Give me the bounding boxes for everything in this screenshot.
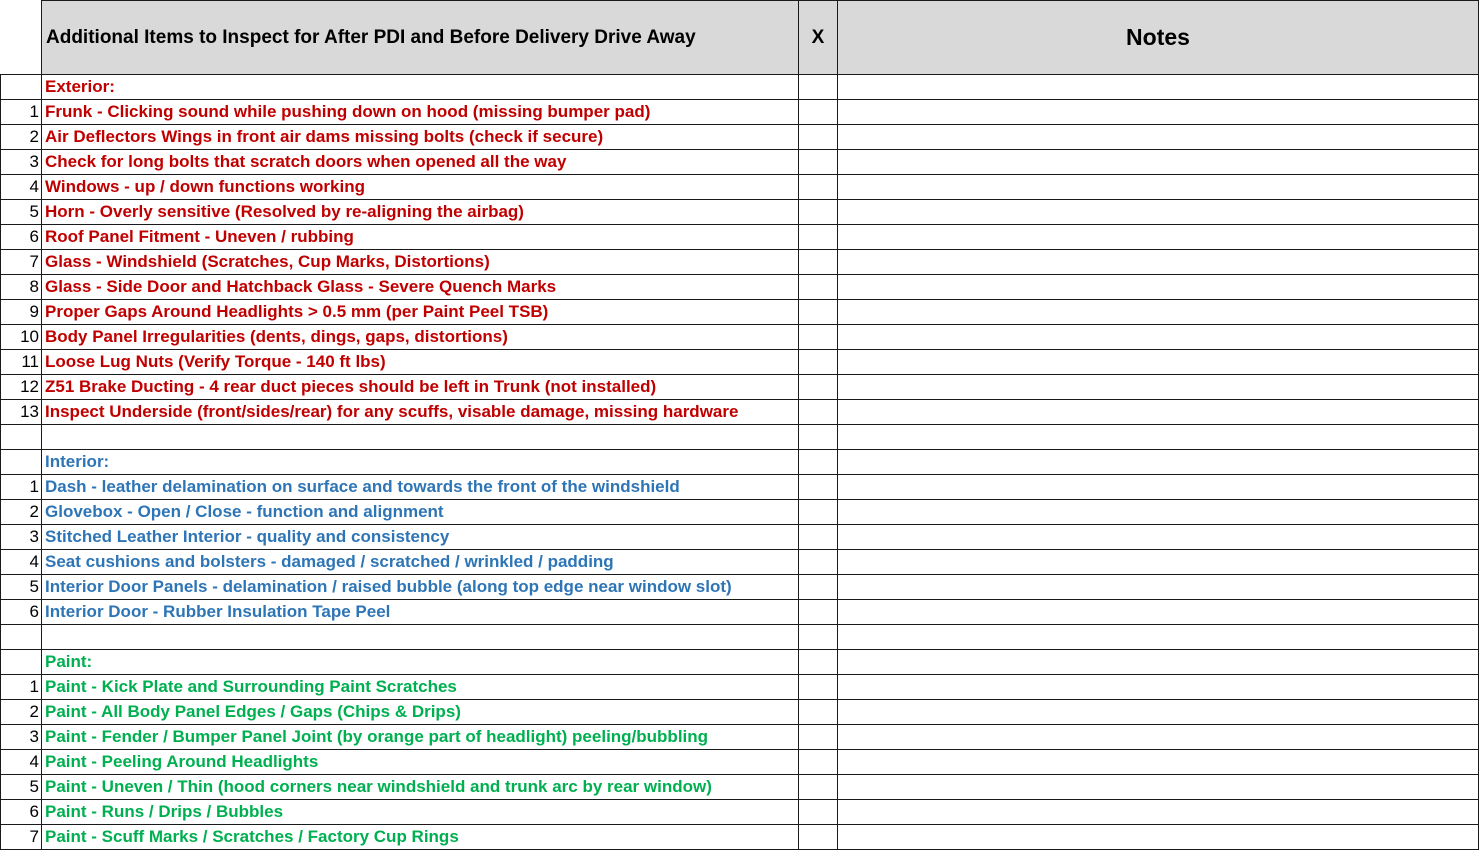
- checklist-row: [1, 400, 1479, 425]
- section-label-exterior: Exterior:: [42, 75, 799, 100]
- check-cell[interactable]: [799, 200, 838, 225]
- check-cell[interactable]: [799, 750, 838, 775]
- check-cell[interactable]: [799, 300, 838, 325]
- notes-cell[interactable]: [838, 550, 1479, 575]
- row-number: 6: [1, 225, 42, 250]
- row-number: [1, 75, 42, 100]
- check-cell[interactable]: [799, 800, 838, 825]
- checklist-item-text: Horn - Overly sensitive (Resolved by re-aligning the airbag): [42, 200, 799, 225]
- check-cell[interactable]: [799, 500, 838, 525]
- check-cell[interactable]: [799, 275, 838, 300]
- notes-cell[interactable]: [838, 75, 1479, 100]
- blank-row: [1, 425, 1479, 450]
- notes-cell[interactable]: [838, 250, 1479, 275]
- check-cell[interactable]: [799, 650, 838, 675]
- checklist-item-text: Loose Lug Nuts (Verify Torque - 140 ft lbs): [42, 350, 799, 375]
- check-cell[interactable]: [799, 825, 838, 850]
- check-cell[interactable]: [799, 575, 838, 600]
- row-number: 4: [1, 175, 42, 200]
- notes-cell[interactable]: [838, 375, 1479, 400]
- row-number: [1, 650, 42, 675]
- blank-row: [1, 625, 1479, 650]
- notes-cell[interactable]: [838, 825, 1479, 850]
- checklist-item-text: Paint - Kick Plate and Surrounding Paint Scratches: [42, 675, 799, 700]
- checklist-item-text: Glass - Windshield (Scratches, Cup Marks, Distortions): [42, 250, 799, 275]
- checklist-row: [1, 675, 1479, 700]
- row-number: 8: [1, 275, 42, 300]
- row-number: 5: [1, 775, 42, 800]
- checklist-title: Additional Items to Inspect for After PDI and Before Delivery Drive Away: [42, 1, 799, 75]
- checklist-item-text: Z51 Brake Ducting - 4 rear duct pieces should be left in Trunk (not installed): [42, 375, 799, 400]
- notes-cell[interactable]: [838, 100, 1479, 125]
- checklist-row: [1, 825, 1479, 850]
- section-header-row-interior: [1, 450, 1479, 475]
- checklist-item-text: Air Deflectors Wings in front air dams missing bolts (check if secure): [42, 125, 799, 150]
- notes-cell[interactable]: [838, 450, 1479, 475]
- row-number: 1: [1, 475, 42, 500]
- notes-cell[interactable]: [838, 650, 1479, 675]
- checklist-item-text: Body Panel Irregularities (dents, dings, gaps, distortions): [42, 325, 799, 350]
- checklist-item-text: Frunk - Clicking sound while pushing down on hood (missing bumper pad): [42, 100, 799, 125]
- check-cell[interactable]: [799, 350, 838, 375]
- check-cell[interactable]: [799, 725, 838, 750]
- checklist-row: [1, 525, 1479, 550]
- checklist-row: [1, 500, 1479, 525]
- checklist-item-text: Glovebox - Open / Close - function and alignment: [42, 500, 799, 525]
- check-cell[interactable]: [799, 325, 838, 350]
- notes-cell[interactable]: [838, 725, 1479, 750]
- check-cell[interactable]: [799, 450, 838, 475]
- row-number: 5: [1, 200, 42, 225]
- row-number: 13: [1, 400, 42, 425]
- row-number: 2: [1, 500, 42, 525]
- notes-cell[interactable]: [838, 800, 1479, 825]
- notes-cell[interactable]: [838, 325, 1479, 350]
- checklist-row: [1, 150, 1479, 175]
- notes-column-header: Notes: [838, 1, 1479, 75]
- row-number: 6: [1, 800, 42, 825]
- checklist-item-text: Paint - Runs / Drips / Bubbles: [42, 800, 799, 825]
- checklist-item-text: Paint - Fender / Bumper Panel Joint (by orange part of headlight) peeling/bubbling: [42, 725, 799, 750]
- check-cell[interactable]: [799, 400, 838, 425]
- check-cell[interactable]: [799, 425, 838, 450]
- row-number: 9: [1, 300, 42, 325]
- checklist-row: [1, 200, 1479, 225]
- notes-cell[interactable]: [838, 150, 1479, 175]
- checklist-item-text: Proper Gaps Around Headlights > 0.5 mm (per Paint Peel TSB): [42, 300, 799, 325]
- notes-cell[interactable]: [838, 425, 1479, 450]
- checklist-row: [1, 375, 1479, 400]
- checklist-row: [1, 175, 1479, 200]
- section-header-row-paint: [1, 650, 1479, 675]
- check-cell[interactable]: [799, 125, 838, 150]
- row-number: 3: [1, 725, 42, 750]
- checklist-row: [1, 125, 1479, 150]
- notes-cell[interactable]: [838, 775, 1479, 800]
- checklist-item-text: Stitched Leather Interior - quality and consistency: [42, 525, 799, 550]
- notes-cell[interactable]: [838, 575, 1479, 600]
- row-number: 7: [1, 250, 42, 275]
- notes-cell[interactable]: [838, 750, 1479, 775]
- check-cell[interactable]: [799, 600, 838, 625]
- check-cell[interactable]: [799, 375, 838, 400]
- checklist-item-text: Glass - Side Door and Hatchback Glass - Severe Quench Marks: [42, 275, 799, 300]
- row-number: 12: [1, 375, 42, 400]
- notes-cell[interactable]: [838, 525, 1479, 550]
- check-cell[interactable]: [799, 625, 838, 650]
- check-cell[interactable]: [799, 475, 838, 500]
- checklist-row: [1, 800, 1479, 825]
- row-number: 6: [1, 600, 42, 625]
- checklist-row: [1, 350, 1479, 375]
- header-number-cell: [1, 1, 42, 75]
- notes-cell[interactable]: [838, 600, 1479, 625]
- checklist-row: [1, 275, 1479, 300]
- checklist-item-text: Seat cushions and bolsters - damaged / scratched / wrinkled / padding: [42, 550, 799, 575]
- checklist-item-text: Paint - All Body Panel Edges / Gaps (Chips & Drips): [42, 700, 799, 725]
- checked-column-header: X: [799, 1, 838, 75]
- checklist-item-text: Interior Door - Rubber Insulation Tape Peel: [42, 600, 799, 625]
- checklist-row: [1, 100, 1479, 125]
- checklist-item-text: Dash - leather delamination on surface and towards the front of the windshield: [42, 475, 799, 500]
- header-row: [1, 1, 1479, 75]
- row-number: 5: [1, 575, 42, 600]
- checklist-item-text: Interior Door Panels - delamination / raised bubble (along top edge near window slot): [42, 575, 799, 600]
- checklist-row: [1, 750, 1479, 775]
- checklist-item-text: Windows - up / down functions working: [42, 175, 799, 200]
- checklist-item-text: Paint - Peeling Around Headlights: [42, 750, 799, 775]
- notes-cell[interactable]: [838, 225, 1479, 250]
- check-cell[interactable]: [799, 150, 838, 175]
- notes-cell[interactable]: [838, 350, 1479, 375]
- notes-cell[interactable]: [838, 400, 1479, 425]
- checklist-row: [1, 550, 1479, 575]
- notes-cell[interactable]: [838, 200, 1479, 225]
- notes-cell[interactable]: [838, 275, 1479, 300]
- notes-cell[interactable]: [838, 300, 1479, 325]
- empty-cell: [42, 425, 799, 450]
- checklist-item-text: Roof Panel Fitment - Uneven / rubbing: [42, 225, 799, 250]
- check-cell[interactable]: [799, 525, 838, 550]
- notes-cell[interactable]: [838, 475, 1479, 500]
- checklist-row: [1, 725, 1479, 750]
- checklist-item-text: Check for long bolts that scratch doors when opened all the way: [42, 150, 799, 175]
- section-label-interior: Interior:: [42, 450, 799, 475]
- checklist-item-text: Inspect Underside (front/sides/rear) for any scuffs, visable damage, missing hardware: [42, 400, 799, 425]
- notes-cell[interactable]: [838, 125, 1479, 150]
- row-number: 3: [1, 150, 42, 175]
- notes-cell[interactable]: [838, 625, 1479, 650]
- check-cell[interactable]: [799, 675, 838, 700]
- checklist-item-text: Paint - Scuff Marks / Scratches / Factory Cup Rings: [42, 825, 799, 850]
- checklist-row: [1, 475, 1479, 500]
- checklist-row: [1, 775, 1479, 800]
- section-header-row-exterior: [1, 75, 1479, 100]
- checklist-row: [1, 700, 1479, 725]
- row-number: [1, 450, 42, 475]
- notes-cell[interactable]: [838, 175, 1479, 200]
- checklist-row: [1, 325, 1479, 350]
- check-cell[interactable]: [799, 75, 838, 100]
- checklist-body: [1, 75, 1479, 850]
- check-cell[interactable]: [799, 175, 838, 200]
- check-cell[interactable]: [799, 550, 838, 575]
- check-cell[interactable]: [799, 250, 838, 275]
- row-number: [1, 625, 42, 650]
- check-cell[interactable]: [799, 225, 838, 250]
- notes-cell[interactable]: [838, 675, 1479, 700]
- section-label-paint: Paint:: [42, 650, 799, 675]
- notes-cell[interactable]: [838, 500, 1479, 525]
- check-cell[interactable]: [799, 700, 838, 725]
- row-number: 7: [1, 825, 42, 850]
- row-number: 3: [1, 525, 42, 550]
- checklist-item-text: Paint - Uneven / Thin (hood corners near windshield and trunk arc by rear window): [42, 775, 799, 800]
- checklist-row: [1, 250, 1479, 275]
- checklist-row: [1, 225, 1479, 250]
- row-number: 4: [1, 550, 42, 575]
- checklist-row: [1, 575, 1479, 600]
- row-number: 1: [1, 100, 42, 125]
- row-number: 11: [1, 350, 42, 375]
- row-number: 2: [1, 700, 42, 725]
- notes-cell[interactable]: [838, 700, 1479, 725]
- row-number: 2: [1, 125, 42, 150]
- check-cell[interactable]: [799, 100, 838, 125]
- check-cell[interactable]: [799, 775, 838, 800]
- row-number: 1: [1, 675, 42, 700]
- row-number: 10: [1, 325, 42, 350]
- empty-cell: [42, 625, 799, 650]
- checklist-row: [1, 600, 1479, 625]
- row-number: [1, 425, 42, 450]
- row-number: 4: [1, 750, 42, 775]
- checklist-row: [1, 300, 1479, 325]
